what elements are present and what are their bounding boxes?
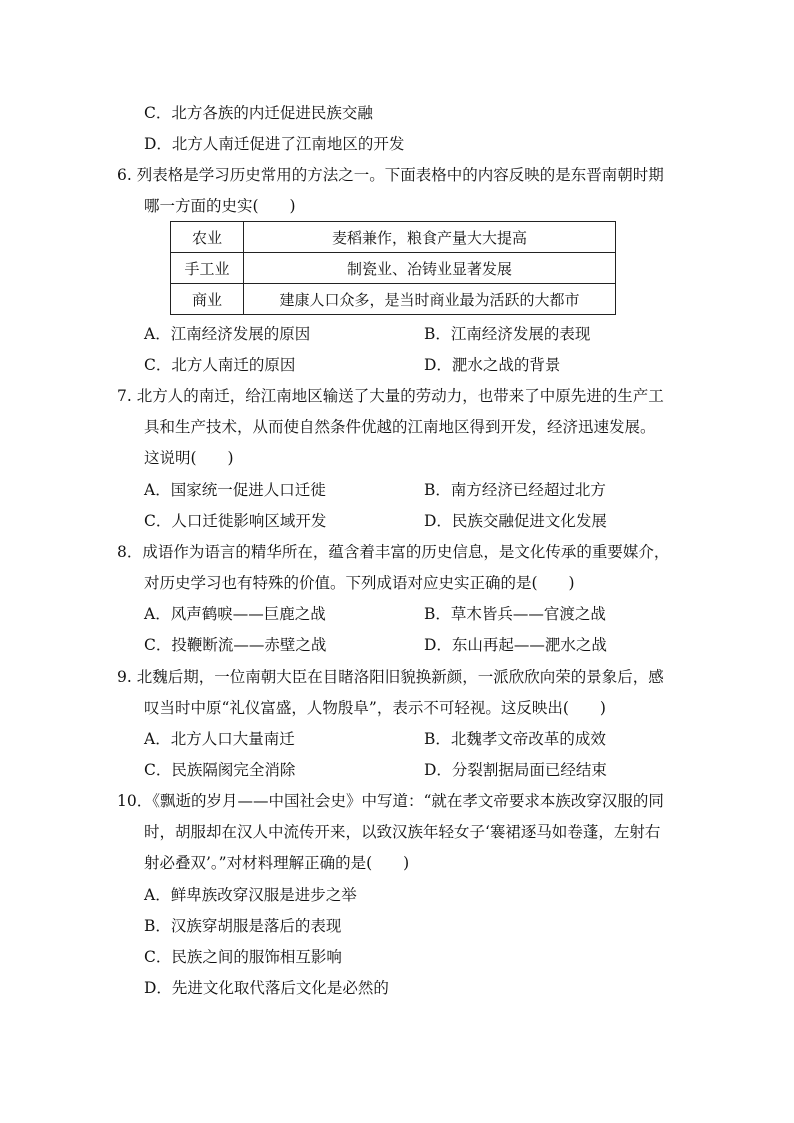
q6-option-d: D．淝水之战的背景 [424,356,561,374]
table-row [171,284,616,315]
table-row [171,222,616,253]
q6-stem-line-2: 哪一方面的史实( ) [144,197,296,215]
table-cell-label: 农业 [171,222,244,253]
q10-option-d: D．先进文化取代落后文化是必然的 [144,979,389,997]
q8-stem-line-2: 对历史学习也有特殊的价值。下列成语对应史实正确的是( ) [144,574,575,592]
q9-option-b: B．北魏孝文帝改革的成效 [424,730,606,748]
table-cell-label: 手工业 [171,253,244,284]
q7-option-a: A．国家统一促进人口迁徙 [144,481,326,499]
table-cell-value: 建康人口众多，是当时商业最为活跃的大都市 [244,284,616,315]
table-cell-value: 麦稻兼作，粮食产量大大提高 [244,222,616,253]
q9-stem-line-2: 叹当时中原“礼仪富盛，人物殷阜”，表示不可轻视。这反映出( ) [144,699,606,717]
q9-option-d: D．分裂割据局面已经结束 [424,761,607,779]
q9-option-c: C．民族隔阂完全消除 [144,761,296,779]
q7-stem-line-2: 具和生产技术，从而使自然条件优越的江南地区得到开发，经济迅速发展。 [144,418,656,436]
q8-option-c: C．投鞭断流——赤壁之战 [144,636,327,654]
table-cell-value: 制瓷业、冶铸业显著发展 [244,253,616,284]
q7-option-c: C．人口迁徙影响区域开发 [144,512,327,530]
q8-option-b: B．草木皆兵——官渡之战 [424,605,606,623]
q10-stem-line-1: 10．《飘逝的岁月——中国社会史》中写道：“就在孝文帝要求本族改穿汉服的同 [117,792,664,810]
q10-stem-line-2: 时，胡服却在汉人中流传开来，以致汉族年轻女子‘褰裙逐马如卷蓬，左射右 [144,823,661,841]
q8-option-a: A．风声鹤唳——巨鹿之战 [144,605,326,623]
q7-stem-line-1: 7. 北方人的南迁，给江南地区输送了大量的劳动力，也带来了中原先进的生产工 [117,387,664,405]
table-row [171,253,616,284]
q6-table [170,221,616,315]
q8-stem-line-1: 8．成语作为语言的精华所在，蕴含着丰富的历史信息，是文化传承的重要媒介， [117,543,670,561]
q9-stem-line-1: 9. 北魏后期，一位南朝大臣在目睹洛阳旧貌换新颜，一派欣欣向荣的景象后，感 [117,668,664,686]
q6-option-c: C．北方人南迁的原因 [144,356,296,374]
q7-option-b: B．南方经济已经超过北方 [424,481,606,499]
q10-option-b: B．汉族穿胡服是落后的表现 [144,917,342,935]
prev-option-c: C．北方各族的内迁促进民族交融 [144,104,373,122]
table-cell-label: 商业 [171,284,244,315]
q10-stem-line-3: 射必叠双’。”对材料理解正确的是( ) [144,854,410,872]
q6-stem-line-1: 6. 列表格是学习历史常用的方法之一。下面表格中的内容反映的是东晋南朝时期 [117,166,664,184]
prev-option-d: D．北方人南迁促进了江南地区的开发 [144,135,405,153]
q10-option-a: A．鲜卑族改穿汉服是进步之举 [144,886,357,904]
q8-option-d: D．东山再起——淝水之战 [424,636,607,654]
q7-option-d: D．民族交融促进文化发展 [424,512,607,530]
q9-option-a: A．北方人口大量南迁 [144,730,295,748]
q7-stem-line-3: 这说明( ) [144,449,234,467]
q6-option-a: A．江南经济发展的原因 [144,325,311,343]
q10-option-c: C．民族之间的服饰相互影响 [144,948,342,966]
q6-option-b: B．江南经济发展的表现 [424,325,591,343]
